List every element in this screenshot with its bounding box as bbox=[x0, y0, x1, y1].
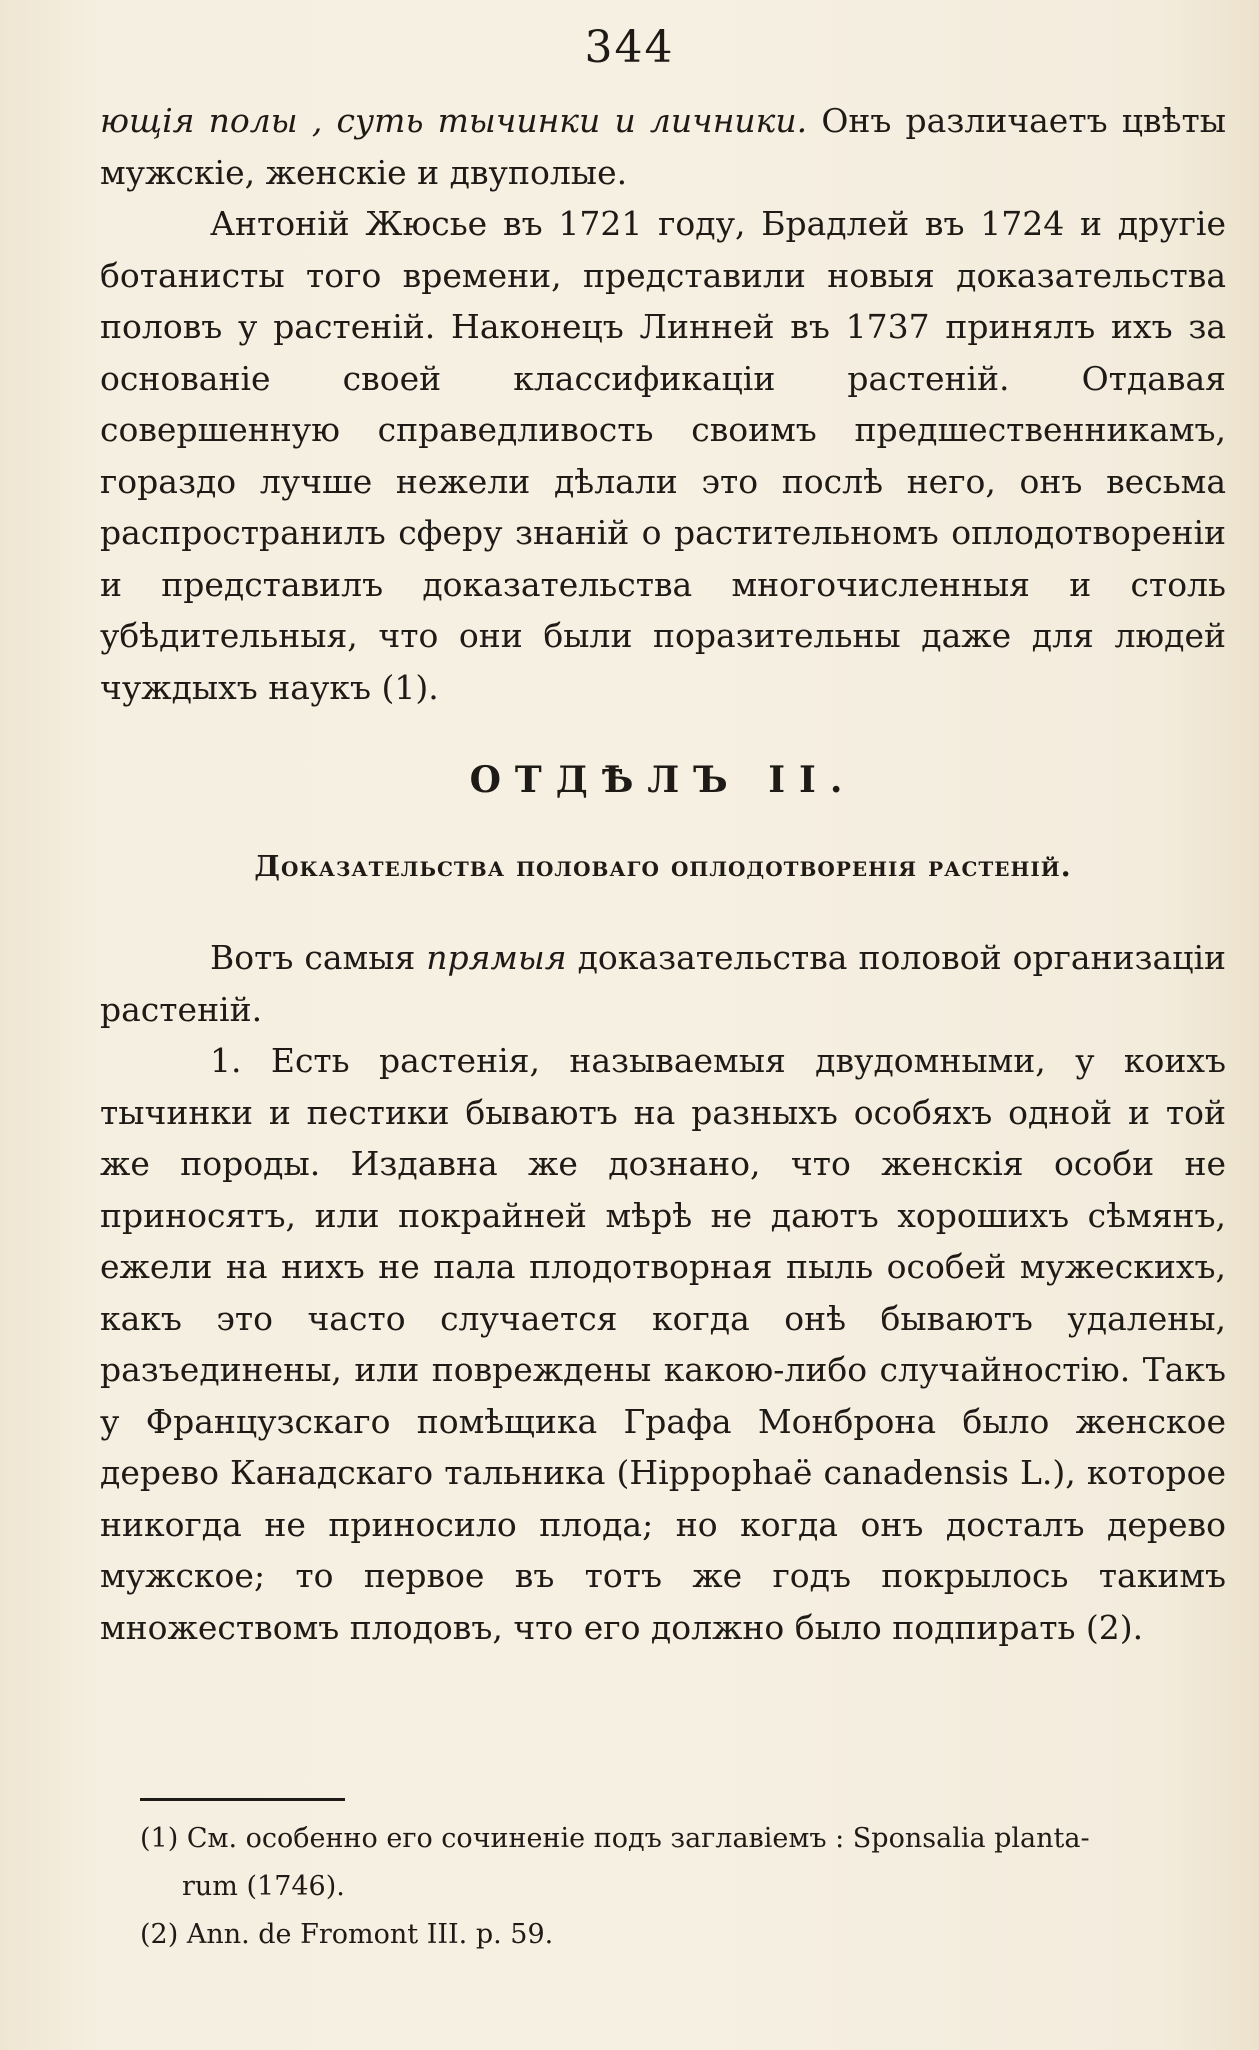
paragraph-3-italic: прямыя bbox=[426, 938, 567, 977]
footnote-2 bbox=[140, 1911, 1230, 1959]
footnotes bbox=[140, 1815, 1230, 1959]
footnote-2-line-1: (2) Ann. de Fromont III. p. 59. bbox=[140, 1919, 554, 1950]
footnote-1-line-1: (1) См. особенно его сочиненіе подъ заглавіемъ : Sponsalia planta- bbox=[140, 1823, 1090, 1854]
paragraph-2: Антоній Жюсье въ 1721 году, Брадлей въ 1724 и другіе ботанисты того времени, представили новыя доказательства половъ у растеній. Наконецъ Линней въ 1737 принялъ ихъ за основаніе своей классификаціи растеній. Отдавая совершенную справедливость своимъ предшественникамъ, гораздо лучше нежели дѣлали это послѣ него, онъ весьма распространилъ сферу знаній о растительномъ оплодотвореніи и представилъ доказательства многочисленныя и столь убѣдительныя, что они были поразительны даже для людей чуждыхъ наукъ (1). bbox=[100, 204, 1226, 707]
paragraph-1-italic: ющія полы , суть тычинки и личники. bbox=[100, 101, 808, 140]
section-heading: ОТДѢЛЪ II. bbox=[469, 759, 857, 801]
footnote-1-line-2: rum (1746). bbox=[182, 1871, 345, 1902]
paragraph-3 bbox=[100, 932, 1226, 1035]
paragraph-1-rest: Онъ различаетъ цвѣты мужскіе, женскіе и двуполые. bbox=[100, 101, 1226, 192]
paragraph-3-lead: Вотъ самыя bbox=[210, 938, 427, 977]
main-text bbox=[100, 95, 1226, 1653]
paragraph-1 bbox=[100, 95, 1226, 198]
paragraph-4: 1. Есть растенія, называемыя двудомными, у коихъ тычинки и пестики бываютъ на разныхъ особяхъ одной и той же породы. Издавна же дознано, что женскія особи не приносятъ, или покрайней мѣрѣ не даютъ хорошихъ сѣмянъ, ежели на нихъ не пала плодотворная пыль особей мужескихъ, какъ это часто случается когда онѣ бываютъ удалены, разъединены, или повреждены какою-либо случайностію. Такъ у Французскаго помѣщика Графа Монброна было женское дерево Канадскаго тальника (Hippophaë canadensis L.), которое никогда не приносило плода; но когда онъ досталъ дерево мужское; то первое въ тотъ же годъ покрылось такимъ множествомъ плодовъ, что его должно было подпирать (2). bbox=[100, 1041, 1226, 1647]
section-subheading: Доказательства половаго оплодотворенія растеній. bbox=[254, 848, 1072, 883]
footnote-1 bbox=[140, 1815, 1230, 1911]
footnote-divider bbox=[140, 1798, 345, 1801]
paragraph-3-rest: доказательства половой организаціи растеній. bbox=[100, 938, 1226, 1029]
page-number: 344 bbox=[584, 22, 675, 73]
